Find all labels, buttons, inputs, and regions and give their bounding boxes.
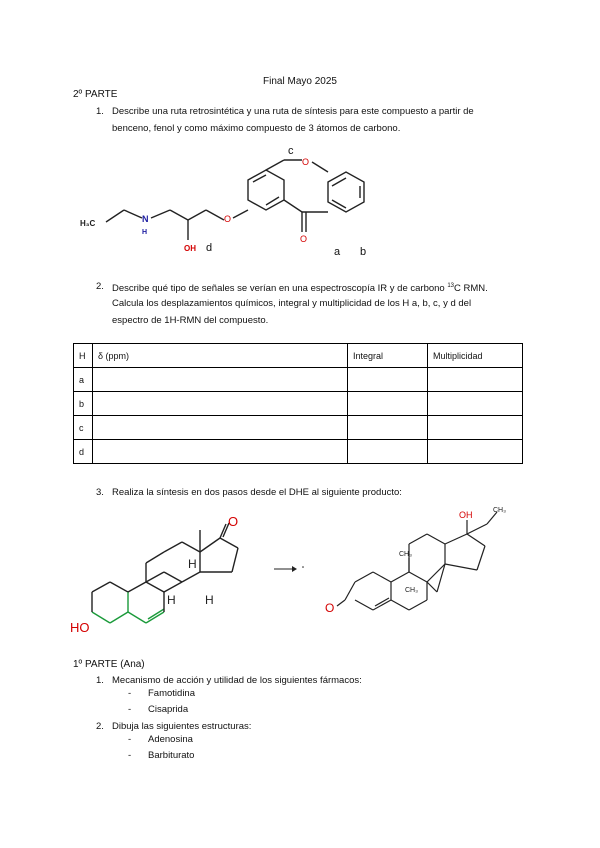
list-item: Barbiturato <box>148 750 195 761</box>
table-cell-empty[interactable] <box>348 440 428 464</box>
atom-label: CH₃ <box>493 507 506 514</box>
section-heading-part1: 1º PARTE (Ana) <box>73 659 145 670</box>
question-text-line: espectro de 1H-RMN del compuesto. <box>112 315 269 326</box>
atom-label: HO <box>70 620 90 635</box>
table-row <box>74 416 523 440</box>
table-row <box>74 392 523 416</box>
atom-label: CH₃ <box>405 587 418 594</box>
table-cell: a <box>74 368 93 392</box>
atom-label: CH₃ <box>399 551 412 558</box>
table-cell-empty[interactable] <box>428 368 523 392</box>
table-cell-empty[interactable] <box>93 392 348 416</box>
table-cell-empty[interactable] <box>93 416 348 440</box>
atom-label: OH <box>459 510 473 520</box>
atom-label: H₃C <box>80 219 96 228</box>
atom-label: O <box>224 214 232 224</box>
atom-label: N <box>142 214 149 224</box>
table-cell-empty[interactable] <box>428 440 523 464</box>
question-number: 1. <box>96 675 104 686</box>
proton-label-c: c <box>288 145 294 157</box>
superscript: 13 <box>447 283 455 289</box>
proton-label-d: d <box>206 242 213 254</box>
target-molecule-structure <box>78 140 438 265</box>
table-cell-empty[interactable] <box>93 440 348 464</box>
table-header: Integral <box>348 344 428 368</box>
section-heading-part2: 2º PARTE <box>73 89 118 100</box>
table-cell-empty[interactable] <box>93 368 348 392</box>
table-row <box>74 368 523 392</box>
question-text: Describe qué tipo de señales se verían en una espectroscopía IR y de carbono <box>112 283 448 295</box>
question-number: 2. <box>96 281 104 292</box>
table-cell: b <box>74 392 93 416</box>
question-3 <box>96 484 546 501</box>
table-row <box>74 440 523 464</box>
question-text-line: Calcula los desplazamientos químicos, integral y multiplicidad de los H a, b, c, y d del <box>112 298 472 309</box>
question-2 <box>96 278 546 332</box>
list-item: Adenosina <box>148 734 193 745</box>
table-cell-empty[interactable] <box>428 416 523 440</box>
product-structure <box>325 500 525 620</box>
table-cell-empty[interactable] <box>348 368 428 392</box>
list-bullet: - <box>128 734 132 745</box>
list-item: Famotidina <box>148 688 195 699</box>
proton-label-b: b <box>360 246 367 258</box>
question-text: C RMN. <box>454 283 488 295</box>
question-text-line: Realiza la síntesis en dos pasos desde el DHE al siguiente producto: <box>112 487 402 498</box>
atom-label: OH <box>184 244 196 253</box>
question-1 <box>96 103 546 139</box>
atom-label: O <box>228 514 239 529</box>
table-header: H <box>74 344 93 368</box>
question-text-line: Describe una ruta retrosintética y una ruta de síntesis para este compuesto a partir de <box>112 106 474 117</box>
question-number: 2. <box>96 721 104 732</box>
question-2-part1 <box>96 718 546 735</box>
list-bullet: - <box>128 750 132 761</box>
atom-label: H <box>188 557 197 571</box>
table-cell-empty[interactable] <box>428 392 523 416</box>
atom-label: O <box>302 157 310 167</box>
atom-label: H <box>142 229 148 236</box>
atom-label: O <box>325 601 335 615</box>
question-1-part1 <box>96 672 546 689</box>
table-cell: c <box>74 416 93 440</box>
table-header-row <box>74 344 523 368</box>
list-item: Cisaprida <box>148 704 189 715</box>
question-text-line: Mecanismo de acción y utilidad de los siguientes fármacos: <box>112 675 362 686</box>
table-cell-empty[interactable] <box>348 392 428 416</box>
nmr-table <box>73 343 523 464</box>
question-text-line: benceno, fenol y como máximo compuesto de 3 átomos de carbono. <box>112 123 401 134</box>
dhea-structure <box>70 508 260 643</box>
reaction-arrow-icon <box>272 563 312 575</box>
table-cell: d <box>74 440 93 464</box>
atom-label: O <box>300 234 308 244</box>
page-title: Final Mayo 2025 <box>263 76 337 87</box>
question-text-line: Dibuja las siguientes estructuras: <box>112 721 252 732</box>
list-bullet: - <box>128 688 132 699</box>
question-number: 1. <box>96 106 104 117</box>
atom-label: H <box>205 593 214 607</box>
table-header: δ (ppm) <box>93 344 348 368</box>
list-bullet: - <box>128 704 132 715</box>
question-number: 3. <box>96 487 104 498</box>
proton-label-a: a <box>334 246 341 258</box>
atom-label: H <box>167 593 176 607</box>
table-cell-empty[interactable] <box>348 416 428 440</box>
table-header: Multiplicidad <box>428 344 523 368</box>
